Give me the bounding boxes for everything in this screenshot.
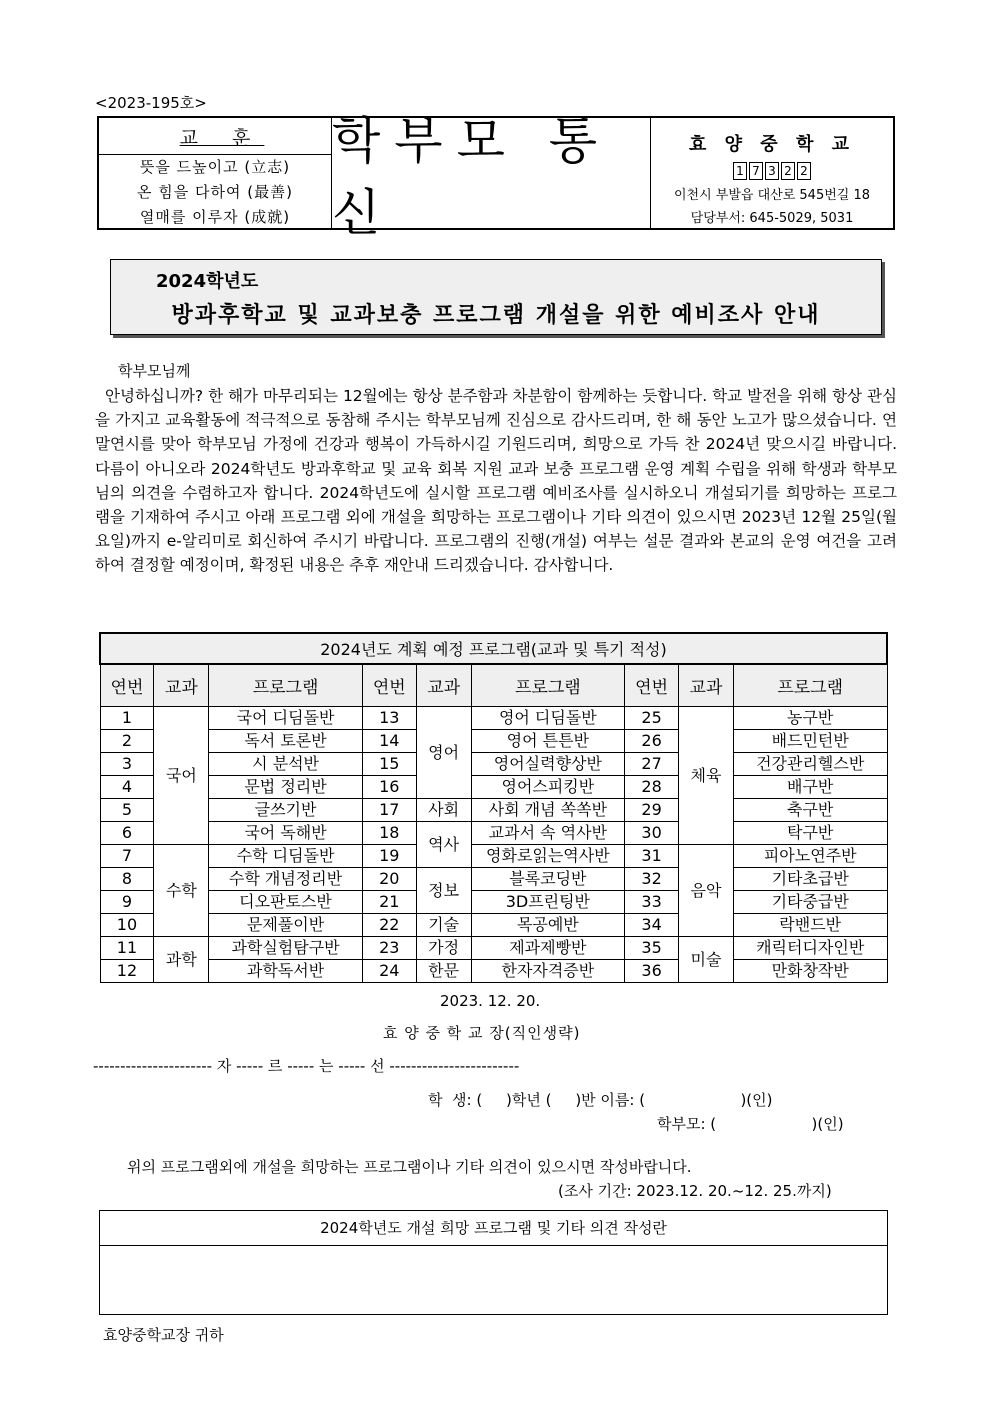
subject-cell: 과학 xyxy=(154,937,209,983)
cut-line: ---------------------- 자 ----- 르 ----- 는 ----- 선 ------------------------ xyxy=(93,1057,520,1075)
issue-date: 2023. 12. 20. xyxy=(440,992,541,1010)
subject-cell: 역사 xyxy=(416,822,471,868)
row-number: 25 xyxy=(625,707,679,730)
parent-reply-line: 학부모: ( )(인) xyxy=(657,1115,844,1133)
motto-line: 뜻을 드높이고 (立志) xyxy=(139,158,291,176)
notice-year: 2024학년도 xyxy=(156,271,259,292)
postal-digit: 2 xyxy=(797,162,811,180)
row-number: 13 xyxy=(362,707,416,730)
column-header: 프로그램 xyxy=(471,664,625,707)
row-number: 11 xyxy=(100,937,154,960)
column-header: 교과 xyxy=(154,664,209,707)
masthead xyxy=(97,112,895,242)
program-cell: 수학 디딤돌반 xyxy=(209,845,363,868)
table-row xyxy=(100,891,887,914)
program-cell: 독서 토론반 xyxy=(209,730,363,753)
school-name: 효 양 중 학 교 xyxy=(688,134,855,155)
row-number: 12 xyxy=(100,960,154,983)
table-row xyxy=(100,707,887,730)
opinion-writing-area[interactable] xyxy=(100,1246,887,1315)
subject-cell: 수학 xyxy=(154,845,209,937)
row-number: 31 xyxy=(625,845,679,868)
row-number: 19 xyxy=(362,845,416,868)
program-cell: 목공예반 xyxy=(471,914,625,937)
row-number: 22 xyxy=(362,914,416,937)
column-header: 프로그램 xyxy=(209,664,363,707)
newsletter-title: 학부모 통신 xyxy=(332,118,651,228)
program-cell: 축구반 xyxy=(733,799,887,822)
program-cell: 시 분석반 xyxy=(209,753,363,776)
notice-body xyxy=(95,384,897,578)
row-number: 10 xyxy=(100,914,154,937)
row-number: 29 xyxy=(625,799,679,822)
row-number: 17 xyxy=(362,799,416,822)
table-row xyxy=(100,753,887,776)
program-cell: 3D프린팅반 xyxy=(471,891,625,914)
program-cell: 과학실험탐구반 xyxy=(209,937,363,960)
salutation: 학부모님께 xyxy=(118,362,191,380)
program-cell: 피아노연주반 xyxy=(733,845,887,868)
subject-cell: 체육 xyxy=(679,707,734,845)
survey-period: (조사 기간: 2023.12. 20.~12. 25.까지) xyxy=(558,1182,832,1200)
request-text: 위의 프로그램외에 개설을 희망하는 프로그램이나 기타 의견이 있으시면 작성바랍니다. xyxy=(127,1158,692,1176)
program-cell: 기타초급반 xyxy=(733,868,887,891)
column-header: 교과 xyxy=(679,664,734,707)
row-number: 24 xyxy=(362,960,416,983)
row-number: 9 xyxy=(100,891,154,914)
program-cell: 수학 개념정리반 xyxy=(209,868,363,891)
principal-signature: 효 양 중 학 교 장(직인생략) xyxy=(383,1024,581,1042)
table-row xyxy=(100,937,887,960)
table-caption: 2024년도 계획 예정 프로그램(교과 및 특기 적성) xyxy=(100,633,887,664)
subject-cell: 가정 xyxy=(416,937,471,960)
subject-cell: 음악 xyxy=(679,845,734,937)
row-number: 18 xyxy=(362,822,416,845)
school-motto xyxy=(99,118,332,228)
table-row xyxy=(100,799,887,822)
program-cell: 건강관리헬스반 xyxy=(733,753,887,776)
document-number: <2023-195호> xyxy=(95,94,207,112)
program-cell: 국어 디딤돌반 xyxy=(209,707,363,730)
row-number: 8 xyxy=(100,868,154,891)
column-header: 교과 xyxy=(416,664,471,707)
row-number: 3 xyxy=(100,753,154,776)
opinion-box xyxy=(99,1210,888,1315)
motto-title: 교 훈 xyxy=(179,126,265,149)
subject-cell: 영어 xyxy=(416,707,471,799)
motto-line: 온 힘을 다하여 (最善) xyxy=(137,183,293,201)
row-number: 2 xyxy=(100,730,154,753)
row-number: 1 xyxy=(100,707,154,730)
student-reply-line: 학 생: ( )학년 ( )반 이름: ( )(인) xyxy=(428,1091,773,1109)
program-cell: 한자자격증반 xyxy=(471,960,625,983)
postal-digit: 1 xyxy=(733,162,747,180)
subject-cell: 미술 xyxy=(679,937,734,983)
row-number: 4 xyxy=(100,776,154,799)
subject-cell: 정보 xyxy=(416,868,471,914)
table-row xyxy=(100,776,887,799)
row-number: 36 xyxy=(625,960,679,983)
postal-digit: 2 xyxy=(781,162,795,180)
program-cell: 과학독서반 xyxy=(209,960,363,983)
row-number: 21 xyxy=(362,891,416,914)
program-cell: 글쓰기반 xyxy=(209,799,363,822)
row-number: 33 xyxy=(625,891,679,914)
program-cell: 영어 디딤돌반 xyxy=(471,707,625,730)
row-number: 27 xyxy=(625,753,679,776)
row-number: 16 xyxy=(362,776,416,799)
row-number: 26 xyxy=(625,730,679,753)
program-cell: 탁구반 xyxy=(733,822,887,845)
program-cell: 국어 독해반 xyxy=(209,822,363,845)
program-cell: 영어스피킹반 xyxy=(471,776,625,799)
program-cell: 문법 정리반 xyxy=(209,776,363,799)
program-cell: 배드민턴반 xyxy=(733,730,887,753)
table-row xyxy=(100,960,887,983)
program-cell: 블록코딩반 xyxy=(471,868,625,891)
program-table xyxy=(99,632,888,983)
postal-digit: 7 xyxy=(749,162,763,180)
school-info xyxy=(651,118,893,228)
column-header: 연번 xyxy=(362,664,416,707)
program-cell: 영어실력향상반 xyxy=(471,753,625,776)
program-cell: 락밴드반 xyxy=(733,914,887,937)
row-number: 32 xyxy=(625,868,679,891)
row-number: 15 xyxy=(362,753,416,776)
school-address: 이천시 부발읍 대산로 545번길 18 xyxy=(673,188,871,203)
program-cell: 문제풀이반 xyxy=(209,914,363,937)
subject-cell: 기술 xyxy=(416,914,471,937)
addressee: 효양중학교장 귀하 xyxy=(103,1326,224,1344)
row-number: 35 xyxy=(625,937,679,960)
motto-line: 열매를 이루자 (成就) xyxy=(139,208,291,226)
postal-digit: 3 xyxy=(765,162,779,180)
program-cell: 영화로읽는역사반 xyxy=(471,845,625,868)
program-cell: 배구반 xyxy=(733,776,887,799)
program-cell: 만화창작반 xyxy=(733,960,887,983)
program-cell: 디오판토스반 xyxy=(209,891,363,914)
row-number: 5 xyxy=(100,799,154,822)
subject-cell: 국어 xyxy=(154,707,209,845)
program-cell: 사회 개념 쏙쏙반 xyxy=(471,799,625,822)
program-cell: 제과제빵반 xyxy=(471,937,625,960)
program-cell: 교과서 속 역사반 xyxy=(471,822,625,845)
column-header: 연번 xyxy=(625,664,679,707)
opinion-box-title: 2024학년도 개설 희망 프로그램 및 기타 의견 작성란 xyxy=(100,1211,887,1246)
subject-cell: 한문 xyxy=(416,960,471,983)
table-row xyxy=(100,822,887,845)
program-cell: 캐릭터디자인반 xyxy=(733,937,887,960)
column-header: 연번 xyxy=(100,664,154,707)
row-number: 6 xyxy=(100,822,154,845)
table-row xyxy=(100,914,887,937)
program-cell: 영어 튼튼반 xyxy=(471,730,625,753)
notice-title: 방과후학교 및 교과보충 프로그램 개설을 위한 예비조사 안내 xyxy=(171,303,821,328)
row-number: 28 xyxy=(625,776,679,799)
row-number: 7 xyxy=(100,845,154,868)
notice-title-box xyxy=(110,259,882,335)
table-row xyxy=(100,845,887,868)
row-number: 34 xyxy=(625,914,679,937)
row-number: 23 xyxy=(362,937,416,960)
row-number: 14 xyxy=(362,730,416,753)
body-paragraph: 안녕하십니까? 한 해가 마무리되는 12월에는 항상 분주함과 차분함이 함께하는 듯합니다. 학교 발전을 위해 항상 관심을 가지고 교육활동에 적극적으로 동참해 주시는 학부모님께 진심으로 감사드리며, 한 해 동안 노고가 많으셨습니다. 연말연시를 맞아 학부모님 가정에 건강과 행복이 가득하시길 기원드리며, 희망으로 가득 찬 2024년 맞으시길 바랍니다. 다름이 아니오라 2024학년도 방과후학교 및 교육 회복 지원 교과 보충 프로그램 운영 계획 수립을 위해 학생과 학부모님의 의견을 수렴하고자 합니다. 2024학년도에 실시할 프로그램 예비조사를 실시하오니 개설되기를 희망하는 프로그램을 기재하여 주시고 아래 프로그램 외에 개설을 희망하는 프로그램이나 기타 의견이 있으시면 2023년 12월 25일(월요일)까지 e-알리미로 회신하여 주시기 바랍니다. 프로그램의 진행(개설) 여부는 설문 결과와 본교의 운영 여건을 고려하여 결정할 예정이며, 확정된 내용은 추후 재안내 드리겠습니다. 감사합니다. xyxy=(95,387,897,575)
row-number: 30 xyxy=(625,822,679,845)
school-contact: 담당부서: 645-5029, 5031 xyxy=(690,211,854,226)
program-cell: 기타중급반 xyxy=(733,891,887,914)
table-row xyxy=(100,730,887,753)
table-row xyxy=(100,868,887,891)
subject-cell: 사회 xyxy=(416,799,471,822)
row-number: 20 xyxy=(362,868,416,891)
program-cell: 농구반 xyxy=(733,707,887,730)
postal-code xyxy=(732,162,812,180)
column-header: 프로그램 xyxy=(733,664,887,707)
